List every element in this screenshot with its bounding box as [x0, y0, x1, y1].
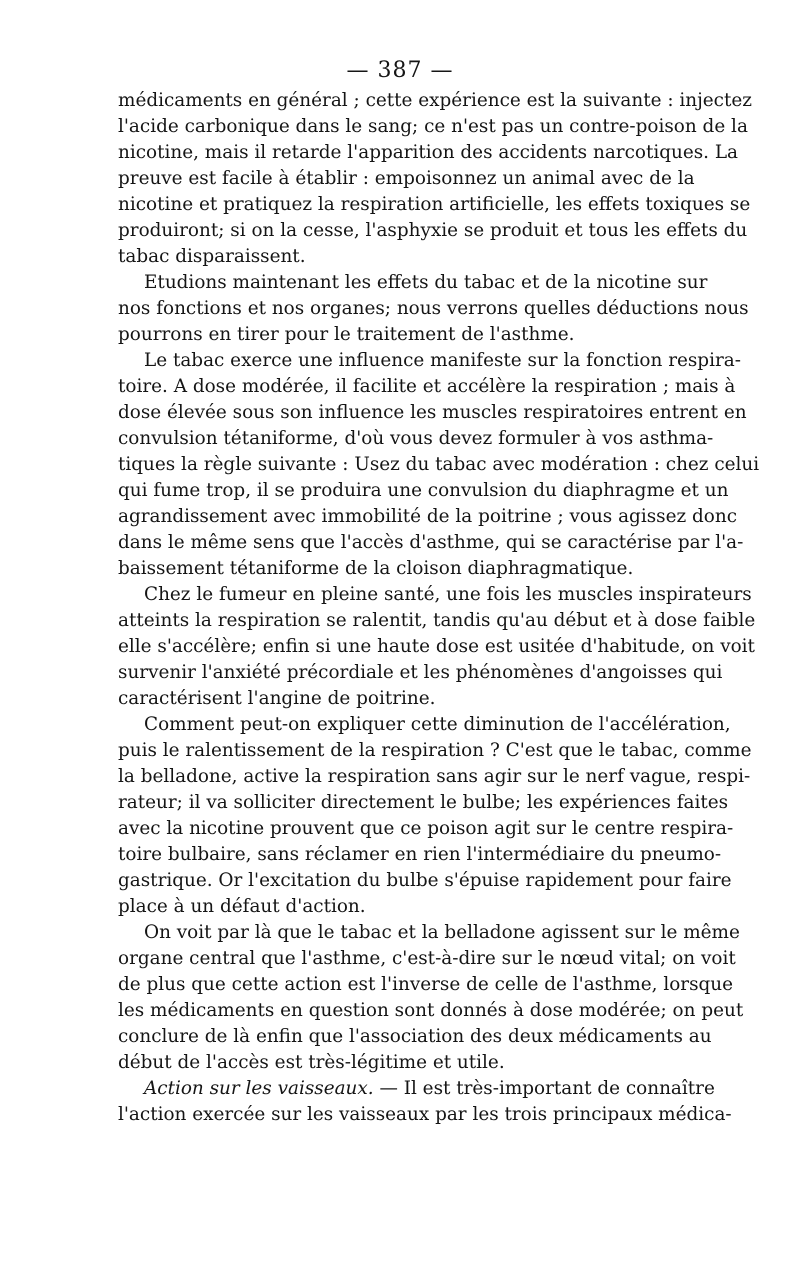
text-line: toire bulbaire, sans réclamer en rien l'intermédiaire du pneumo- — [118, 844, 722, 865]
section-heading: Action sur les vaisseaux. — [144, 1078, 374, 1099]
text-line: Etudions maintenant les effets du tabac et de la nicotine sur — [144, 272, 708, 293]
text-line: médicaments en général ; cette expérience est la suivante : injectez — [118, 90, 752, 111]
text-line: avec la nicotine prouvent que ce poison agit sur le centre respira- — [118, 818, 734, 839]
paragraph-4 — [118, 582, 756, 712]
text-fragment: — Il est très-important de connaître — [373, 1078, 715, 1099]
text-line: agrandissement avec immobilité de la poitrine ; vous agissez donc — [118, 506, 737, 527]
text-line: qui fume trop, il se produira une convulsion du diaphragme et un — [118, 480, 729, 501]
text-line: puis le ralentissement de la respiration ? C'est que le tabac, comme — [118, 740, 752, 761]
text-line: conclure de là enfin que l'association des deux médicaments au — [118, 1026, 712, 1047]
paragraph-2 — [118, 270, 749, 348]
text-line: rateur; il va solliciter directement le bulbe; les expériences faites — [118, 792, 729, 813]
text-line: caractérisent l'angine de poitrine. — [118, 688, 436, 709]
text-line: nicotine, mais il retarde l'apparition des accidents narcotiques. La — [118, 142, 739, 163]
text-line: début de l'accès est très-légitime et utile. — [118, 1052, 505, 1073]
text-line: l'action exercée sur les vaisseaux par les trois principaux médica- — [118, 1104, 732, 1125]
text-line: On voit par là que le tabac et la belladone agissent sur le même — [144, 922, 740, 943]
text-line: convulsion tétaniforme, d'où vous devez formuler à vos asthma- — [118, 428, 714, 449]
text-line — [118, 1076, 715, 1102]
text-line: baissement tétaniforme de la cloison diaphragmatique. — [118, 558, 634, 579]
text-line: pourrons en tirer pour le traitement de l'asthme. — [118, 324, 575, 345]
paragraph-6 — [118, 920, 744, 1076]
text-line: nos fonctions et nos organes; nous verrons quelles déductions nous — [118, 298, 749, 319]
paragraph-1 — [118, 88, 752, 270]
body-text — [118, 88, 760, 1128]
text-line: l'acide carbonique dans le sang; ce n'est pas un contre-poison de la — [118, 116, 748, 137]
text-line: elle s'accélère; enfin si une haute dose est usitée d'habitude, on voit — [118, 636, 755, 657]
text-line: atteints la respiration se ralentit, tandis qu'au début et à dose faible — [118, 610, 756, 631]
text-line: dose élevée sous son influence les muscles respiratoires entrent en — [118, 402, 747, 423]
paragraph-5 — [118, 712, 752, 920]
paragraph-3 — [118, 348, 760, 582]
page-number-header: — 387 — — [346, 58, 454, 83]
text-line: dans le même sens que l'accès d'asthme, qui se caractérise par l'a- — [118, 532, 744, 553]
text-line: gastrique. Or l'excitation du bulbe s'épuise rapidement pour faire — [118, 870, 732, 891]
text-line: les médicaments en question sont donnés à dose modérée; on peut — [118, 1000, 744, 1021]
text-line: toire. A dose modérée, il facilite et accélère la respiration ; mais à — [118, 376, 736, 397]
text-line: survenir l'anxiété précordiale et les phénomènes d'angoisses qui — [118, 662, 723, 683]
text-line: produiront; si on la cesse, l'asphyxie se produit et tous les effets du — [118, 220, 748, 241]
text-line: place à un défaut d'action. — [118, 896, 366, 917]
text-line: tiques la règle suivante : Usez du tabac avec modération : chez celui — [118, 454, 760, 475]
text-line: Chez le fumeur en pleine santé, une fois les muscles inspirateurs — [144, 584, 752, 605]
text-line: organe central que l'asthme, c'est-à-dire sur le nœud vital; on voit — [118, 948, 736, 969]
text-line: preuve est facile à établir : empoisonnez un animal avec de la — [118, 168, 695, 189]
paragraph-7 — [118, 1076, 732, 1128]
text-line: Le tabac exerce une influence manifeste sur la fonction respira- — [144, 350, 741, 371]
text-line: la belladone, active la respiration sans agir sur le nerf vague, respi- — [118, 766, 751, 787]
text-line: tabac disparaissent. — [118, 246, 306, 267]
text-line: de plus que cette action est l'inverse de celle de l'asthme, lorsque — [118, 974, 734, 995]
text-line: Comment peut-on expliquer cette diminution de l'accélération, — [144, 714, 731, 735]
text-line: nicotine et pratiquez la respiration artificielle, les effets toxiques se — [118, 194, 751, 215]
